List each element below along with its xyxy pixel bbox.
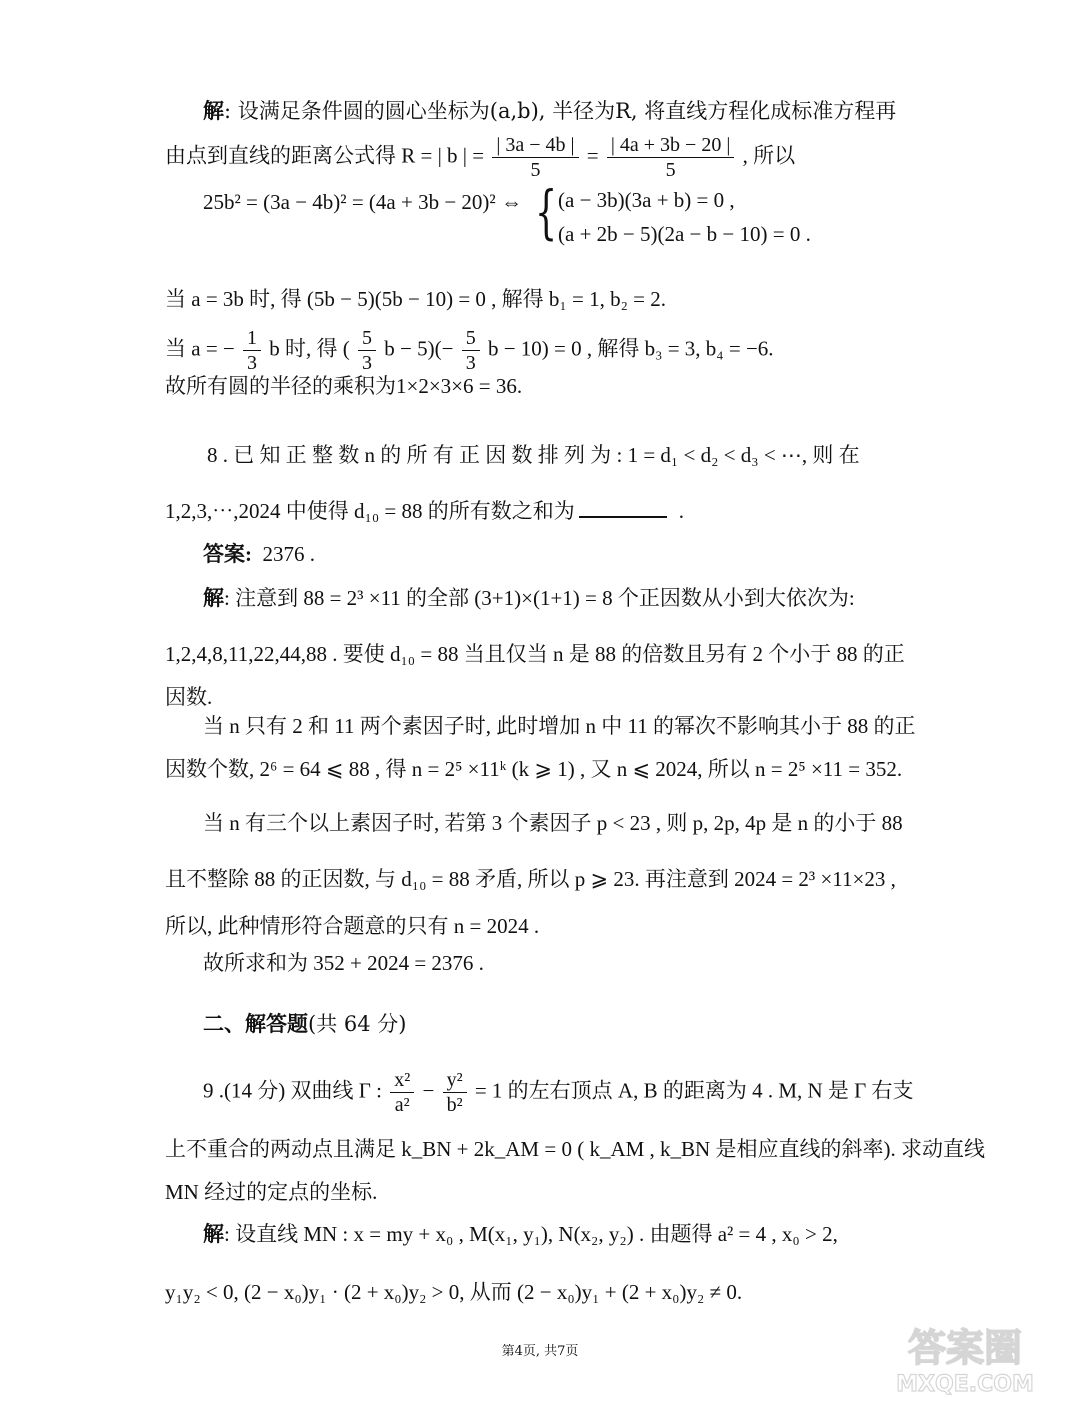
fraction: $\frac{1}{3}$ (243, 326, 261, 375)
q8-sol-7: 且不整除 88 的正因数, 与 d₁₀ = 88 矛盾, 所以 p ⩾ 23. 再注意到 2024 = 2³ ×11×23 , (165, 867, 896, 891)
sol7-line-5: 当 a = − $\frac{1}{3}$ b 时, 得 ( $\frac{5}{3}$ b − 5)(− $\frac{5}{3}$ b − 10) = 0 , 解得 b₃ = 3, b₄ = −6. (165, 327, 774, 374)
page-footer: 第4页, 共7页 (501, 1344, 579, 1359)
q9-sol-1: 解: 设直线 MN : x = my + x₀ , M(x₁, y₁), N(x₂, y₂) . 由题得 a² = 4 , x₀ > 2, (203, 1222, 838, 1246)
fraction: $\frac{| 4a + 3b - 20 |}{5}$ (607, 133, 734, 182)
answer-label: 答案: (203, 542, 252, 566)
watermark-text-2: MXQE.COM (896, 1372, 1034, 1397)
answer-blank (579, 498, 667, 518)
fraction: $\frac{5}{3}$ (358, 326, 376, 375)
q9-line-1: 9 .(14 分) 双曲线 Γ : $\frac{\text{x²}}{\text{a²}}$ − $\frac{\text{y²}}{\text{b²}}$ = 1 的左右顶点 A, B 的距离为 4 . M, N 是 Γ 右支 (203, 1069, 914, 1116)
solution-label: 解 (203, 1222, 224, 1246)
q8-line-2: 1,2,3,⋯,2024 中使得 d₁₀ = 88 的所有数之和为 . (165, 499, 684, 523)
q8-line-1: 8 . 已 知 正 整 数 n 的 所 有 正 因 数 排 列 为 : 1 = d₁ < d₂ < d₃ < ⋯, 则 在 (207, 443, 860, 467)
q9-line-3: MN 经过的定点的坐标. (165, 1180, 378, 1204)
fraction: $\frac{5}{3}$ (462, 326, 480, 375)
q8-sol-5: 因数个数, 2⁶ = 64 ⩽ 88 , 得 n = 2⁵ ×11ᵏ (k ⩾ 1) , 又 n ⩽ 2024, 所以 n = 2⁵ ×11 = 352. (165, 757, 903, 781)
q8-sol-1: 解: 注意到 88 = 2³ ×11 的全部 (3+1)×(1+1) = 8 个正因数从小到大依次为: (203, 586, 855, 610)
q8-sol-2: 1,2,4,8,11,22,44,88 . 要使 d₁₀ = 88 当且仅当 n 是 88 的倍数且另有 2 个小于 88 的正 (165, 642, 905, 666)
sol7-line-4: 当 a = 3b 时, 得 (5b − 5)(5b − 10) = 0 , 解得 b₁ = 1, b₂ = 2. (165, 287, 666, 311)
q8-sol-9: 故所求和为 352 + 2024 = 2376 . (203, 951, 484, 975)
watermark-logo (872, 1319, 1058, 1399)
sol7-line-3: 25b² = (3a − 4b)² = (4a + 3b − 20)² ⇔ (203, 190, 522, 214)
sol7-line-6: 故所有圆的半径的乘积为1×2×3×6 = 36. (165, 374, 523, 398)
fraction: $\frac{\text{y²}}{\text{b²}}$ (443, 1068, 467, 1117)
system-eq-2: (a + 2b − 5)(2a − b − 10) = 0 . (558, 222, 811, 246)
solution-label: 解 (203, 586, 224, 610)
q8-sol-6: 当 n 有三个以上素因子时, 若第 3 个素因子 p < 23 , 则 p, 2p, 4p 是 n 的小于 88 (203, 811, 903, 835)
q8-answer: 答案: 2376 . (203, 542, 315, 566)
q8-sol-4: 当 n 只有 2 和 11 两个素因子时, 此时增加 n 中 11 的幂次不影响其小于 88 的正 (203, 714, 916, 738)
watermark-text-1: 答案圈 (907, 1326, 1023, 1370)
q8-sol-3: 因数. (165, 685, 213, 709)
sol7-line-1: 解: 设满足条件圆的圆心坐标为(a,b), 半径为R, 将直线方程化成标准方程再 (203, 98, 897, 123)
fraction: $\frac{| 3a - 4b |}{5}$ (492, 133, 578, 182)
system-eq-1: (a − 3b)(3a + b) = 0 , (558, 188, 735, 212)
q9-sol-2: y₁y₂ < 0, (2 − x₀)y₁ · (2 + x₀)y₂ > 0, 从而 (2 − x₀)y₁ + (2 + x₀)y₂ ≠ 0. (165, 1280, 743, 1304)
q8-sol-8: 所以, 此种情形符合题意的只有 n = 2024 . (165, 914, 540, 938)
solution-label: 解 (203, 98, 224, 123)
section-heading: 二、解答题(共 64 分) (203, 1011, 407, 1036)
q9-line-2: 上不重合的两动点且满足 k_BN + 2k_AM = 0 ( k_AM , k_BN 是相应直线的斜率). 求动直线 (165, 1137, 985, 1161)
fraction: $\frac{\text{x²}}{\text{a²}}$ (390, 1068, 414, 1117)
left-brace: { (535, 178, 558, 246)
sol7-line-2: 由点到直线的距离公式得 R = | b | = $\frac{| 3a - 4b |}{5}$ = $\frac{| 4a + 3b - 20 |}{5}$ , 所以 (165, 134, 796, 181)
